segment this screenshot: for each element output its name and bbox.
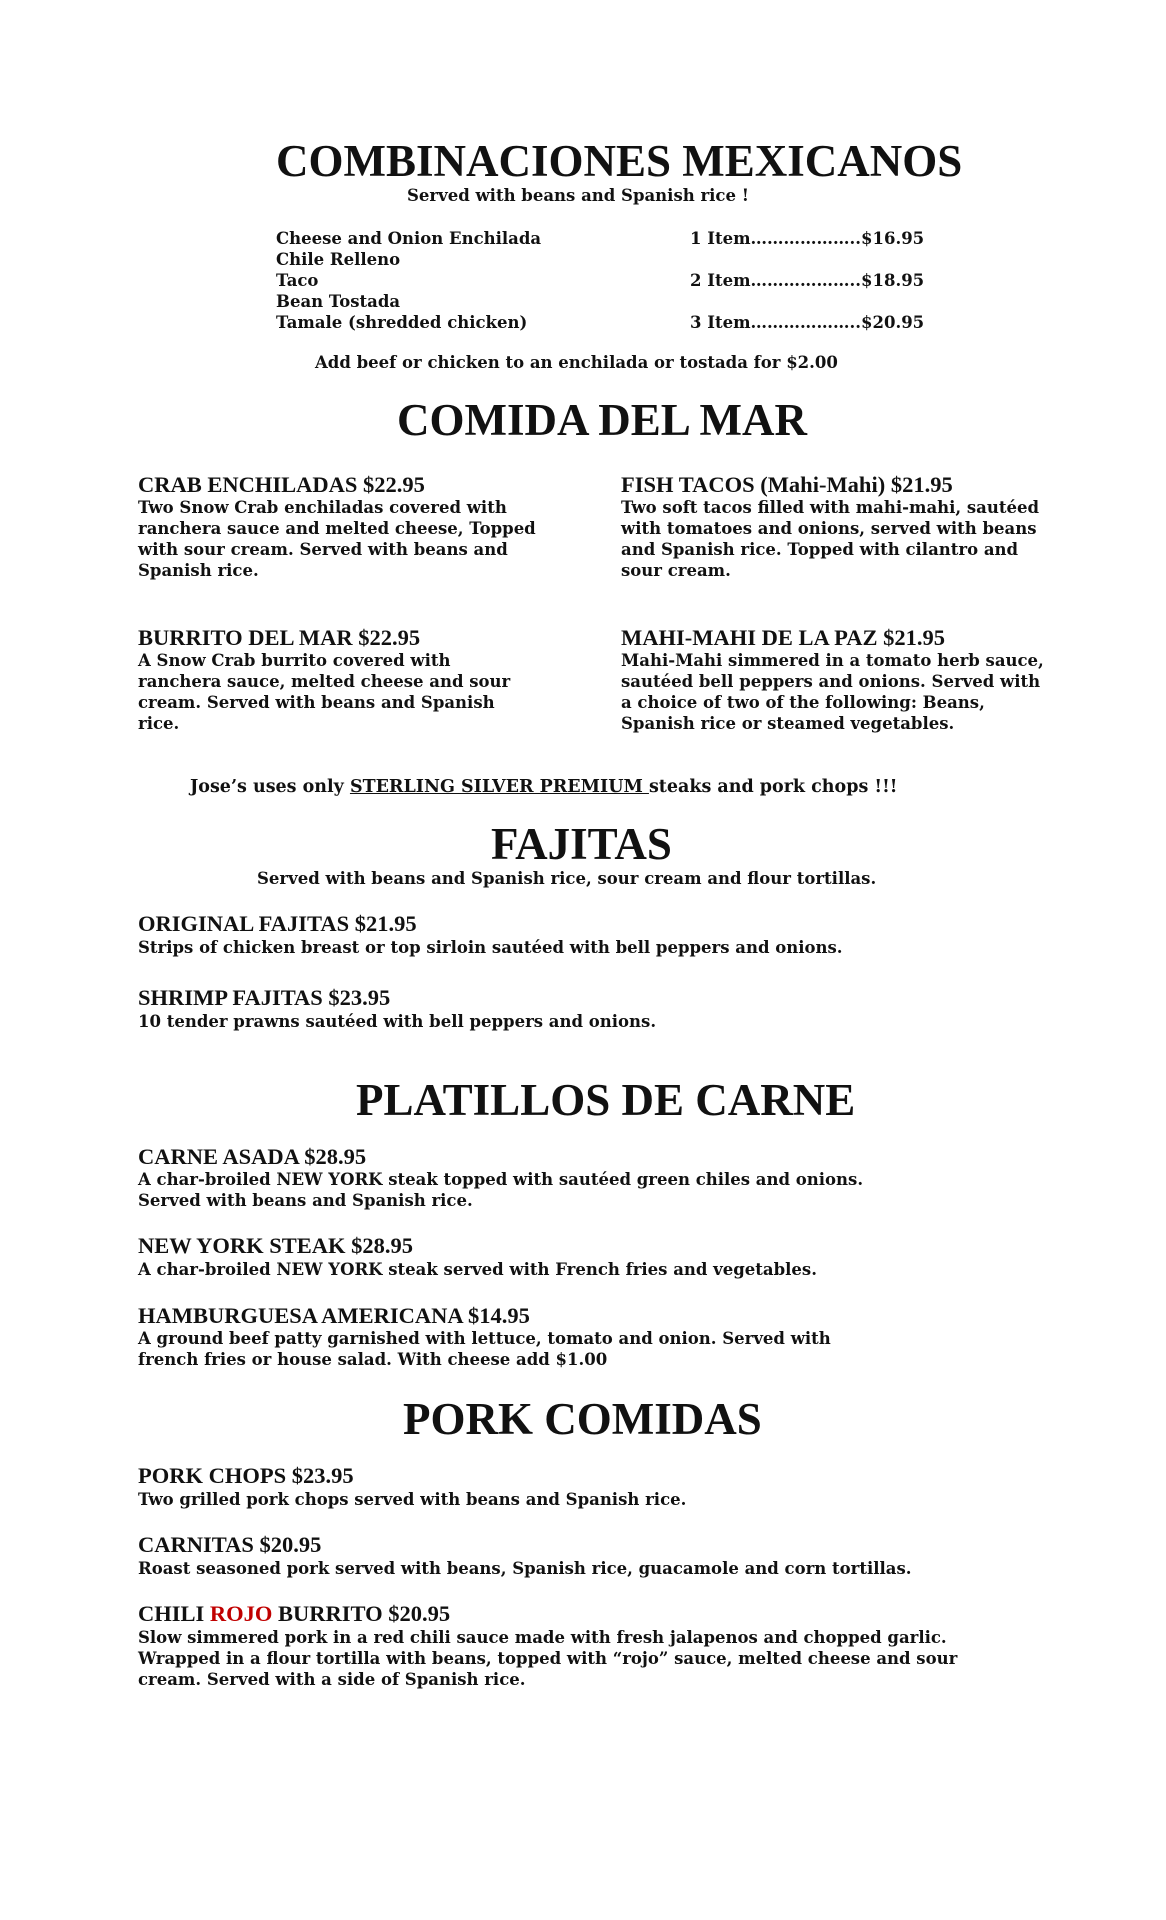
combo-price-1: 1 Item………………..$16.95	[690, 229, 925, 248]
chili-rojo-title-a: CHILI	[138, 1601, 210, 1626]
menu-item-title: SHRIMP FAJITAS $23.95	[138, 985, 391, 1010]
menu-item-desc: A char-broiled NEW YORK steak served with French fries and vegetables.	[138, 1260, 817, 1279]
chili-rojo-title-b: BURRITO $20.95	[272, 1601, 451, 1626]
combo-item: Tamale (shredded chicken)	[276, 313, 528, 332]
menu-item-title: CRAB ENCHILADAS $22.95	[138, 472, 425, 497]
menu-item-desc: cream. Served with a side of Spanish rice.	[138, 1670, 526, 1689]
menu-item-desc: Wrapped in a flour tortilla with beans, topped with “rojo” sauce, melted cheese and sour	[138, 1649, 958, 1668]
menu-item-title-chili-rojo	[138, 1603, 450, 1626]
steaks-note-brand: STERLING SILVER PREMIUM	[349, 777, 649, 797]
combinaciones-note: Add beef or chicken to an enchilada or tostada for $2.00	[315, 353, 838, 372]
menu-item-desc: Two soft tacos filled with mahi-mahi, sautéed with tomatoes and onions, served with beans and Spanish rice. Topped with cilantro and sour cream.	[621, 498, 1040, 580]
menu-item-title: NEW YORK STEAK $28.95	[138, 1233, 414, 1258]
menu-item-title: HAMBURGUESA AMERICANA $14.95	[138, 1303, 530, 1328]
steaks-note	[190, 779, 897, 797]
section-title-fajitas: FAJITAS	[491, 819, 672, 869]
combo-price-3: 3 Item………………..$20.95	[690, 313, 925, 332]
menu-item-desc: A char-broiled NEW YORK steak topped with sautéed green chiles and onions.	[138, 1170, 864, 1189]
menu-item-desc: Two Snow Crab enchiladas covered with ranchera sauce and melted cheese, Topped with sour cream. Served with beans and Spanish rice.	[138, 498, 536, 580]
menu-item-title: CARNE ASADA $28.95	[138, 1144, 367, 1169]
menu-item-desc: french fries or house salad. With cheese add $1.00	[138, 1350, 608, 1369]
section-title-combinaciones: COMBINACIONES MEXICANOS	[276, 136, 963, 186]
combo-item: Cheese and Onion Enchilada	[276, 229, 542, 248]
menu-item-desc: Served with beans and Spanish rice.	[138, 1191, 473, 1210]
menu-item-title: PORK CHOPS $23.95	[138, 1463, 354, 1488]
menu-item-desc: Two grilled pork chops served with beans and Spanish rice.	[138, 1490, 687, 1509]
menu-item-desc: A Snow Crab burrito covered with ranchera sauce, melted cheese and sour cream. Served with beans and Spanish rice.	[138, 651, 511, 733]
fajitas-subtitle: Served with beans and Spanish rice, sour cream and flour tortillas.	[257, 869, 877, 888]
section-title-platillos: PLATILLOS DE CARNE	[356, 1075, 856, 1125]
menu-item-desc: Roast seasoned pork served with beans, Spanish rice, guacamole and corn tortillas.	[138, 1559, 912, 1578]
combo-item: Bean Tostada	[276, 292, 401, 311]
combo-item: Taco	[276, 271, 319, 290]
section-title-pork: PORK COMIDAS	[403, 1394, 762, 1444]
menu-item-title: BURRITO DEL MAR $22.95	[138, 625, 421, 650]
combo-item: Chile Relleno	[276, 250, 401, 269]
menu-item-title: CARNITAS $20.95	[138, 1532, 322, 1557]
combo-price-2: 2 Item………………..$18.95	[690, 271, 925, 290]
combinaciones-subtitle: Served with beans and Spanish rice !	[407, 186, 749, 205]
combo-item-list	[276, 228, 541, 333]
menu-item-desc: A ground beef patty garnished with lettuce, tomato and onion. Served with	[138, 1329, 831, 1348]
section-title-comida-del-mar: COMIDA DEL MAR	[397, 395, 808, 445]
steaks-note-prefix: Jose’s uses only	[190, 777, 350, 797]
menu-item-title: MAHI-MAHI DE LA PAZ $21.95	[621, 625, 945, 650]
menu-item-desc: 10 tender prawns sautéed with bell peppers and onions.	[138, 1012, 657, 1031]
chili-rojo-title-red: ROJO	[209, 1601, 273, 1626]
menu-item-desc: Mahi-Mahi simmered in a tomato herb sauce, sautéed bell peppers and onions. Served with a choice of two of the following: Beans, Spanish rice or steamed vegetables.	[621, 651, 1044, 733]
menu-item-desc: Strips of chicken breast or top sirloin sautéed with bell peppers and onions.	[138, 938, 843, 957]
menu-item-desc: Slow simmered pork in a red chili sauce made with fresh jalapenos and chopped garlic.	[138, 1628, 947, 1647]
menu-item-title: FISH TACOS (Mahi-Mahi) $21.95	[621, 472, 953, 497]
steaks-note-suffix: steaks and pork chops !!!	[648, 777, 898, 797]
menu-item-title: ORIGINAL FAJITAS $21.95	[138, 911, 417, 936]
